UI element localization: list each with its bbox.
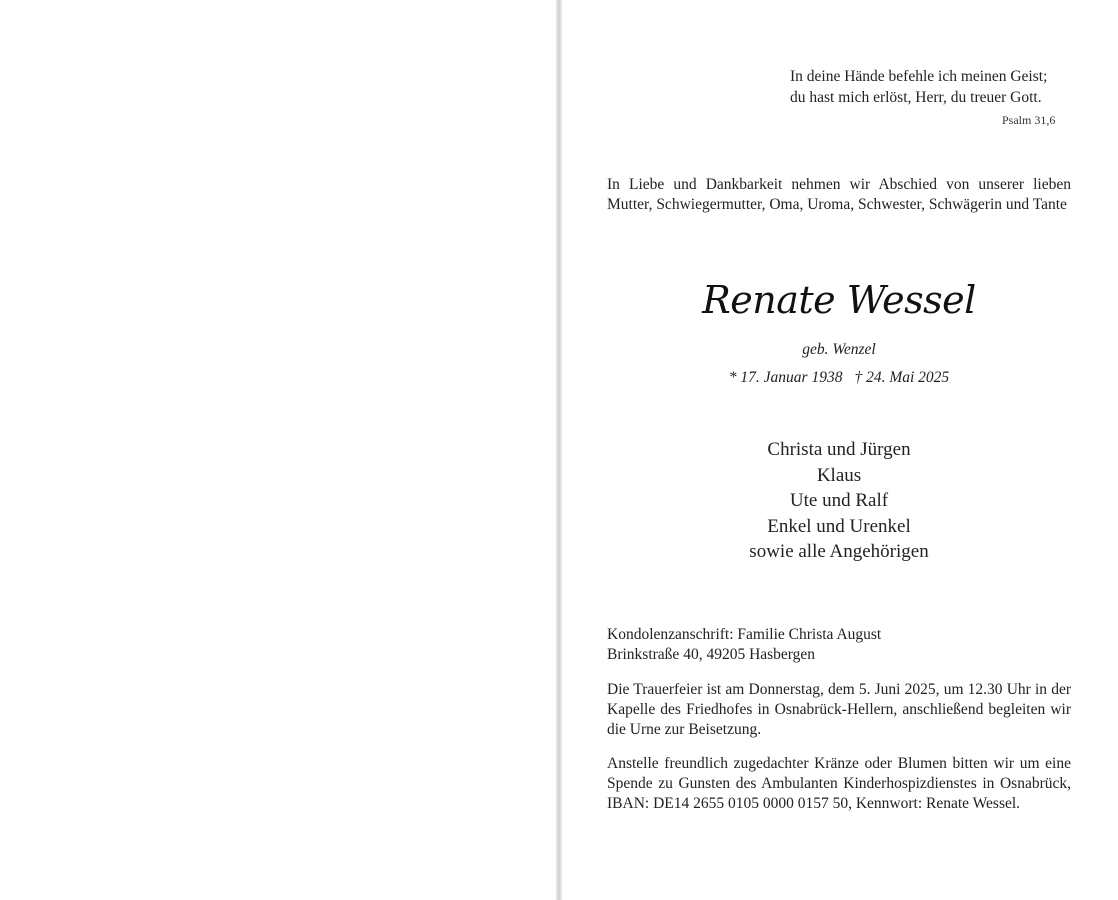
mourners-list (607, 437, 1071, 565)
verse-line-1: In deine Hände befehle ich meinen Geist; (790, 68, 1048, 85)
bible-verse (790, 66, 1094, 108)
mourner-line: sowie alle Angehörigen (749, 541, 929, 563)
deceased-name: Renate Wessel (702, 278, 976, 322)
condolence-line-1: Kondolenzanschrift: Familie Christa August (607, 626, 882, 643)
ceremony-info: Die Trauerfeier ist am Donnerstag, dem 5. Juni 2025, um 12.30 Uhr in der Kapelle des Friedhofes in Osnabrück-Hellern, anschließend begleiten wir die Urne zur Beisetzung. (607, 681, 1071, 738)
donation-info: Anstelle freundlich zugedachter Kränze oder Blumen bitten wir um eine Spende zu Gunsten des Ambulanten Kinderhospizdienstes in Osnabrück, IBAN: DE14 2655 0105 0000 0157 50, Kennwort: Renate Wessel. (607, 755, 1071, 812)
death-date: † 24. Mai 2025 (854, 369, 950, 386)
birth-date: * 17. Januar 1938 (728, 369, 843, 386)
condolence-line-2: Brinkstraße 40, 49205 Hasbergen (607, 646, 816, 663)
mourner-line: Klaus (816, 464, 862, 486)
mourner-line: Christa und Jürgen (767, 439, 911, 460)
intro-text: In Liebe und Dankbarkeit nehmen wir Abschied von unserer lieben Mutter, Schwiegermutter, Oma, Uroma, Schwester, Schwägerin und Tante (607, 176, 1071, 213)
left-blank-page (0, 0, 556, 900)
verse-line-2: du hast mich erlöst, Herr, du treuer Gott. (790, 89, 1042, 106)
obituary-page (562, 0, 1118, 900)
verse-source: Psalm 31,6 (1002, 113, 1056, 127)
maiden-name: geb. Wenzel (802, 341, 876, 358)
mourner-line: Ute und Ralf (789, 490, 889, 512)
life-dates (607, 369, 1071, 387)
mourner-line: Enkel und Urenkel (767, 515, 911, 537)
condolence-address (607, 625, 1071, 665)
